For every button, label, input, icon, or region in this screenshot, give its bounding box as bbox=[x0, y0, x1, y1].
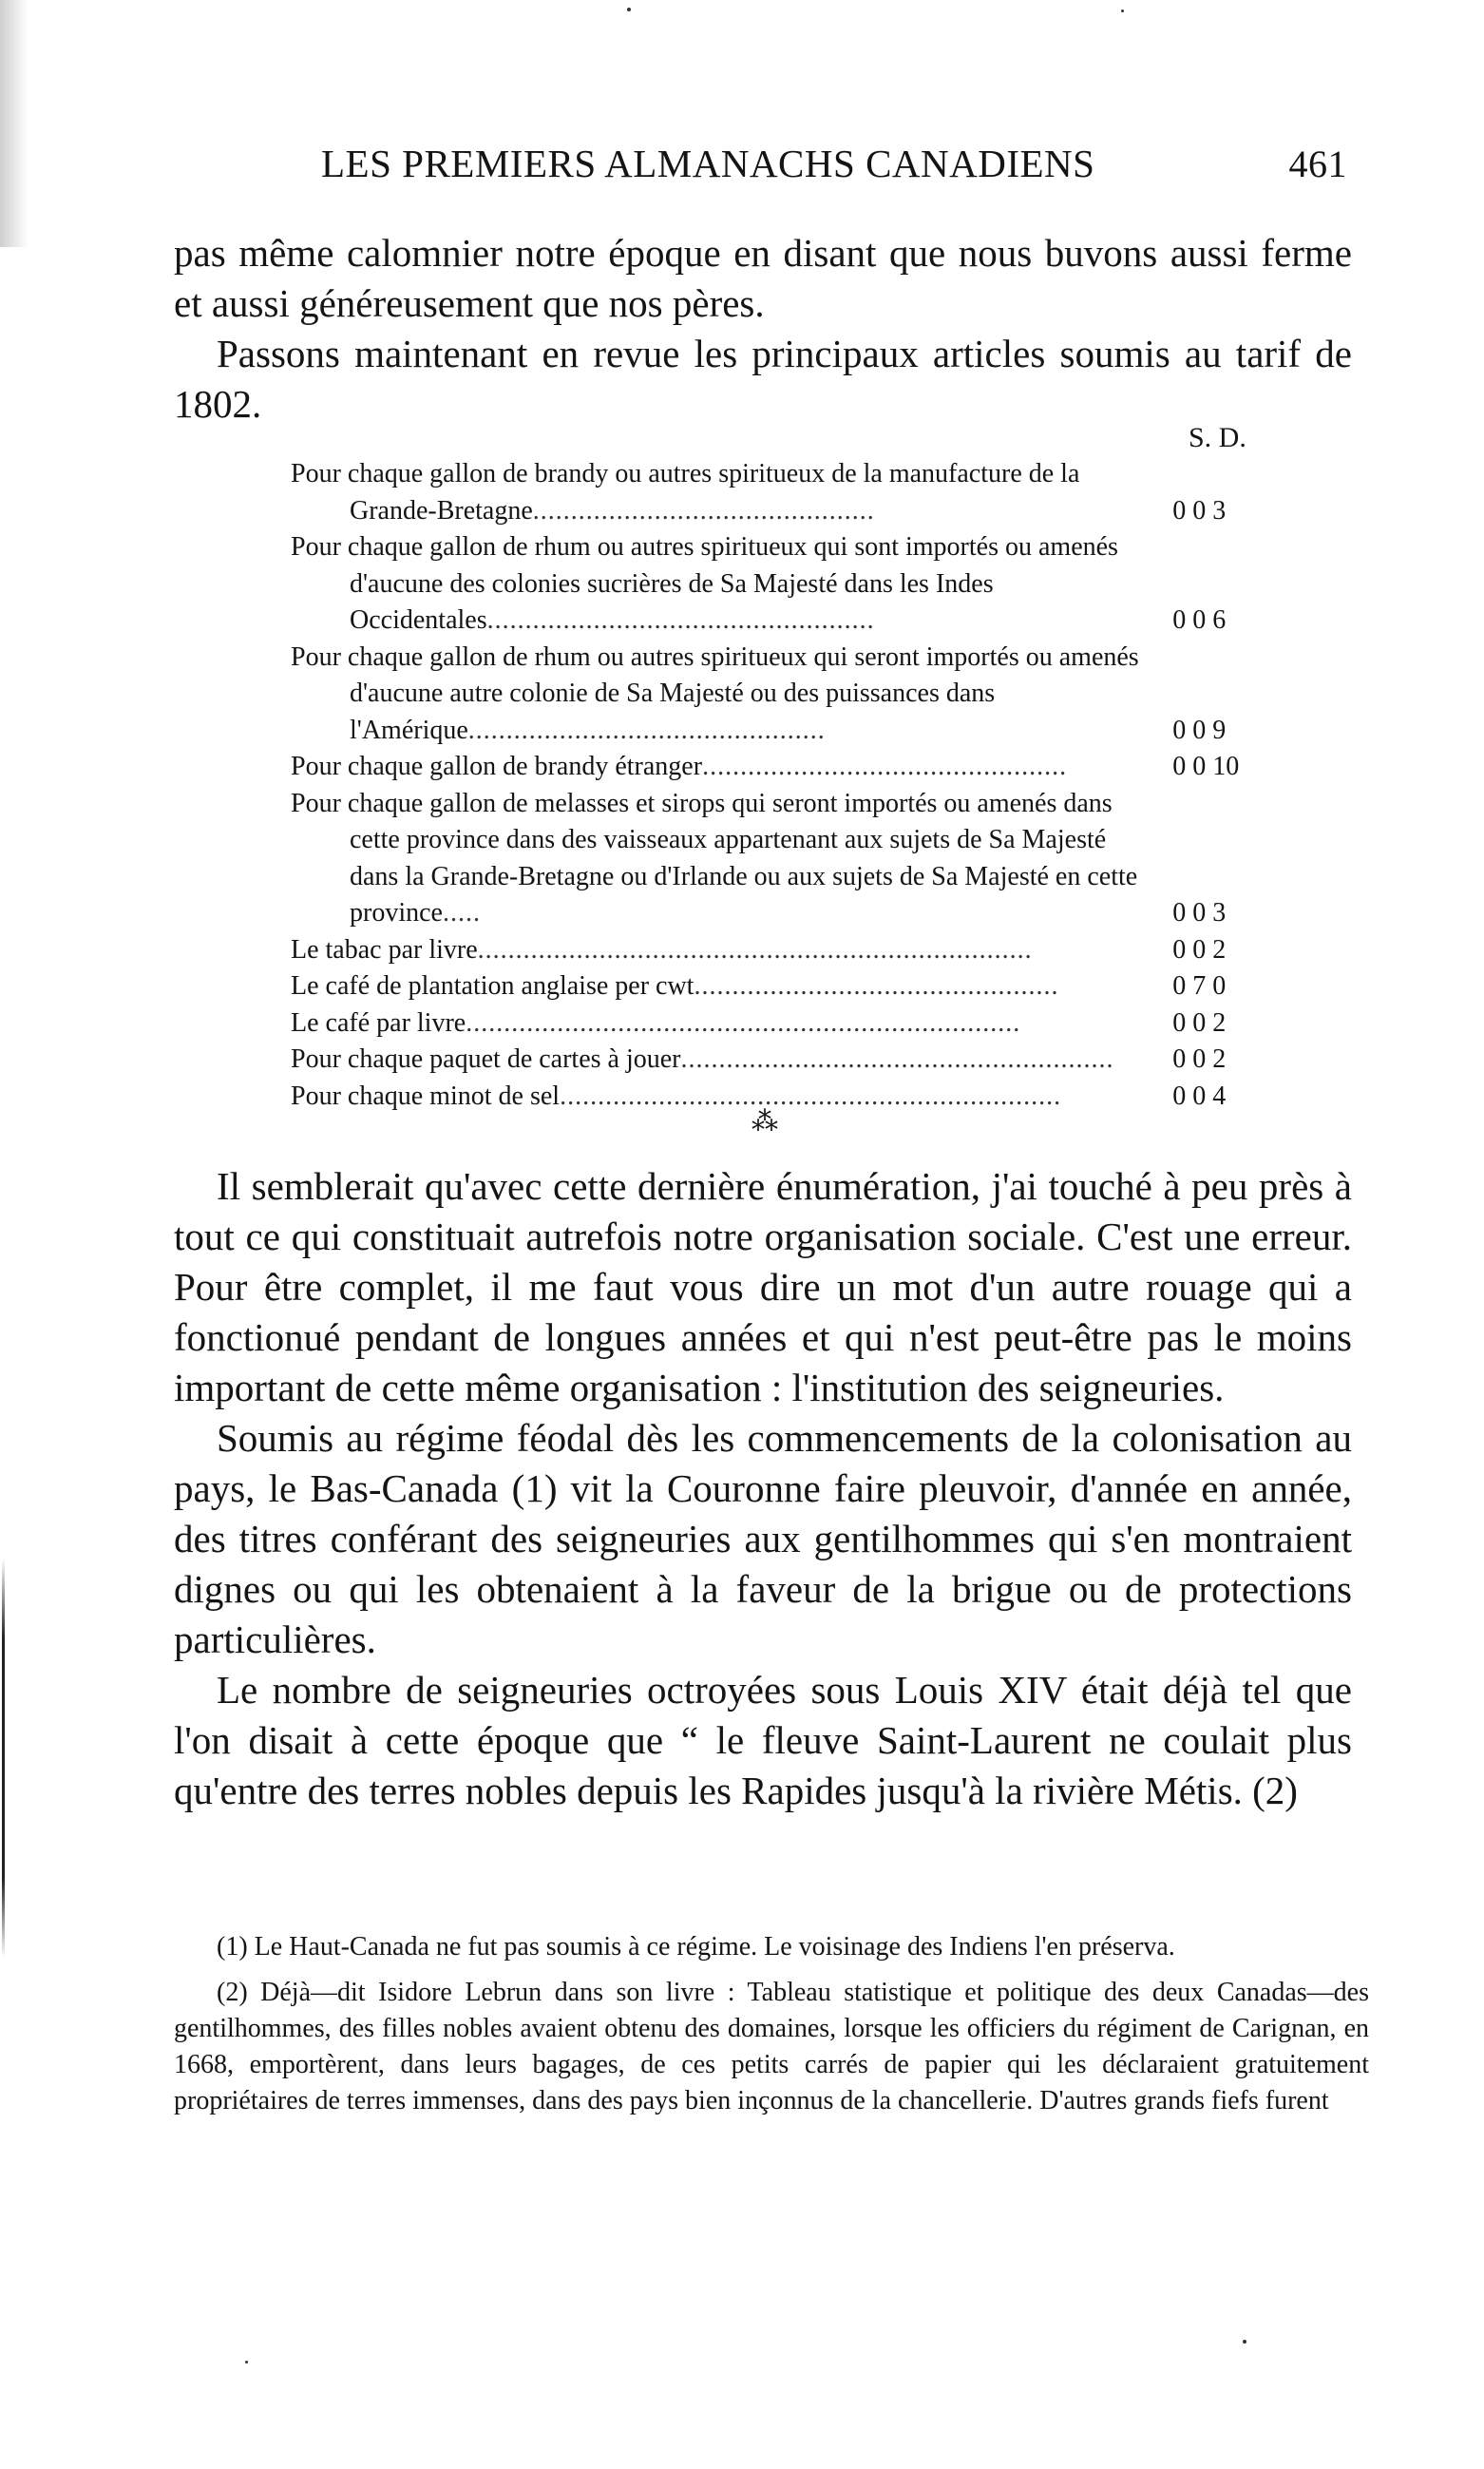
tariff-item-text: Le café de plantation anglaise per cwt bbox=[291, 971, 694, 1001]
tariff-item-text: Pour chaque minot de sel bbox=[291, 1081, 561, 1111]
scan-speck bbox=[1243, 2340, 1246, 2344]
tariff-item-text: Le tabac par livre bbox=[291, 934, 478, 965]
intro-text bbox=[174, 228, 1352, 430]
footnote: (1) Le Haut-Canada ne fut pas soumis à ce régime. Le voisinage des Indiens l'en préserva. bbox=[217, 1932, 1175, 1962]
tariff-item-text: Pour chaque gallon de rhum ou autres spiritueux qui sont importés ou amenés d'aucune des colonies sucrières de Sa Majesté dans les Indes Occidentales bbox=[291, 532, 1118, 635]
asterism: ⁂ bbox=[752, 1107, 778, 1137]
running-head-title: LES PREMIERS ALMANACHS CANADIENS bbox=[321, 142, 1095, 185]
tariff-amount: 0 7 0 bbox=[1172, 971, 1227, 1001]
tariff-header bbox=[291, 420, 1279, 456]
scan-edge-shadow bbox=[0, 0, 29, 247]
scan-speck bbox=[627, 8, 631, 11]
tariff-row: Le café par livre......................................................................... 0 0 2 bbox=[291, 1005, 1279, 1043]
tariff-amount: 0 0 2 bbox=[1172, 1044, 1227, 1074]
tariff-item-text: Pour chaque gallon de rhum ou autres spiritueux qui seront importés ou amenés d'aucune autre colonie de Sa Majesté ou des puissances dans l'Amérique bbox=[291, 641, 1139, 745]
scan-edge-line bbox=[2, 1559, 5, 1958]
page-number: 461 bbox=[1288, 143, 1347, 185]
paragraph: Le nombre de seigneuries octroyées sous Louis XIV était déjà tel que l'on disait à cette époque que “ le fleuve Saint-Laurent ne coulait plus qu'entre des terres nobles depuis les Rapides jusqu'à la rivière Métis. (2) bbox=[174, 1668, 1352, 1812]
tariff-item-text: Pour chaque gallon de brandy ou autres spiritueux de la manufacture de la Grande-Bretagne bbox=[291, 459, 1080, 526]
tariff-row: Le tabac par livre......................................................................... 0 0 2 bbox=[291, 932, 1279, 969]
scan-speck bbox=[1121, 10, 1124, 12]
main-text bbox=[174, 1161, 1352, 1816]
tariff-item-text: Pour chaque paquet de cartes à jouer bbox=[291, 1044, 681, 1074]
tariff-row: Pour chaque gallon de rhum ou autres spiritueux qui sont importés ou amenés d'aucune des colonies sucrières de Sa Majesté dans les Indes Occidentales................................................... 0 0 6 bbox=[291, 529, 1279, 640]
running-head bbox=[321, 141, 1347, 198]
tariff-amount: 0 0 9 bbox=[1172, 715, 1227, 745]
paragraph: Passons maintenant en revue les principaux articles soumis au tarif de 1802. bbox=[174, 332, 1352, 426]
tariff-row: Pour chaque gallon de brandy étranger................................................ 0 0 10 bbox=[291, 749, 1279, 786]
tariff-amount: 0 0 10 bbox=[1172, 752, 1240, 781]
tariff-item-text: Pour chaque gallon de melasses et sirops qui seront importés ou amenés dans cette province dans des vaisseaux appartenant aux sujets de Sa Majesté dans la Grande-Bretagne ou d'Irlande ou aux sujets de Sa Majesté en cette province bbox=[291, 788, 1138, 928]
tariff-row: Pour chaque gallon de brandy ou autres spiritueux de la manufacture de la Grande-Bretagne............................................. 0 0 3 bbox=[291, 456, 1279, 529]
tariff-amount: 0 0 3 bbox=[1172, 495, 1227, 526]
tariff-row: Pour chaque minot de sel.................................................................. 0 0 4 bbox=[291, 1079, 1279, 1116]
paragraph: Soumis au régime féodal dès les commencements de la colonisation au pays, le Bas-Canada (1) vit la Couronne faire pleuvoir, d'année en année, des titres conférant des seigneuries aux gentilhommes qui s'en montraient dignes ou qui les obtenaient à la faveur de la brigue ou de protections particulières. bbox=[174, 1416, 1352, 1661]
footnote: (2) Déjà—dit Isidore Lebrun dans son livre : Tableau statistique et politique des deux Canadas—des gentilhommes, des filles nobles avaient obtenu des domaines, lorsque les officiers du régiment de Carignan, en 1668, emportèrent, dans leurs bagages, de ces petits carrés de papier qui les déclaraient gratuitement propriétaires de terres immenses, dans des pays bien inçonnus de la chancellerie. D'autres grands fiefs furent bbox=[174, 1978, 1369, 2115]
tariff-row: Pour chaque gallon de melasses et sirops qui seront importés ou amenés dans cette province dans des vaisseaux appartenant aux sujets de Sa Majesté dans la Grande-Bretagne ou d'Irlande ou aux sujets de Sa Majesté en cette province..... 0 0 3 bbox=[291, 786, 1279, 932]
currency-header: S. D. bbox=[1189, 422, 1246, 453]
tariff-item-text: Le café par livre bbox=[291, 1007, 466, 1038]
scan-speck bbox=[245, 2361, 248, 2364]
paragraph: Il semblerait qu'avec cette dernière énumération, j'ai touché à peu près à tout ce qui constituait autrefois notre organisation sociale. C'est une erreur. Pour être complet, il me faut vous dire un mot d'un autre rouage qui a fonctionué pendant de longues années et qui n'est peut-être pas le moins important de cette même organisation : l'institution des seigneuries. bbox=[174, 1164, 1352, 1409]
tariff-amount: 0 0 3 bbox=[1172, 898, 1227, 928]
tariff-table bbox=[291, 420, 1279, 1115]
paragraph: pas même calomnier notre époque en disant que nous buvons aussi ferme et aussi généreusement que nos pères. bbox=[174, 231, 1352, 325]
tariff-row: Pour chaque gallon de rhum ou autres spiritueux qui seront importés ou amenés d'aucune autre colonie de Sa Majesté ou des puissances dans l'Amérique............................................... 0 0 9 bbox=[291, 640, 1279, 750]
tariff-row: Pour chaque paquet de cartes à jouer......................................................... 0 0 2 bbox=[291, 1042, 1279, 1079]
footnotes bbox=[174, 1929, 1369, 2129]
tariff-row: Le café de plantation anglaise per cwt................................................ 0 7 0 bbox=[291, 968, 1279, 1005]
tariff-amount: 0 0 6 bbox=[1172, 605, 1227, 635]
tariff-amount: 0 0 2 bbox=[1172, 934, 1227, 965]
tariff-amount: 0 0 2 bbox=[1172, 1007, 1227, 1038]
tariff-amount: 0 0 4 bbox=[1172, 1081, 1227, 1111]
tariff-item-text: Pour chaque gallon de brandy étranger bbox=[291, 752, 703, 781]
